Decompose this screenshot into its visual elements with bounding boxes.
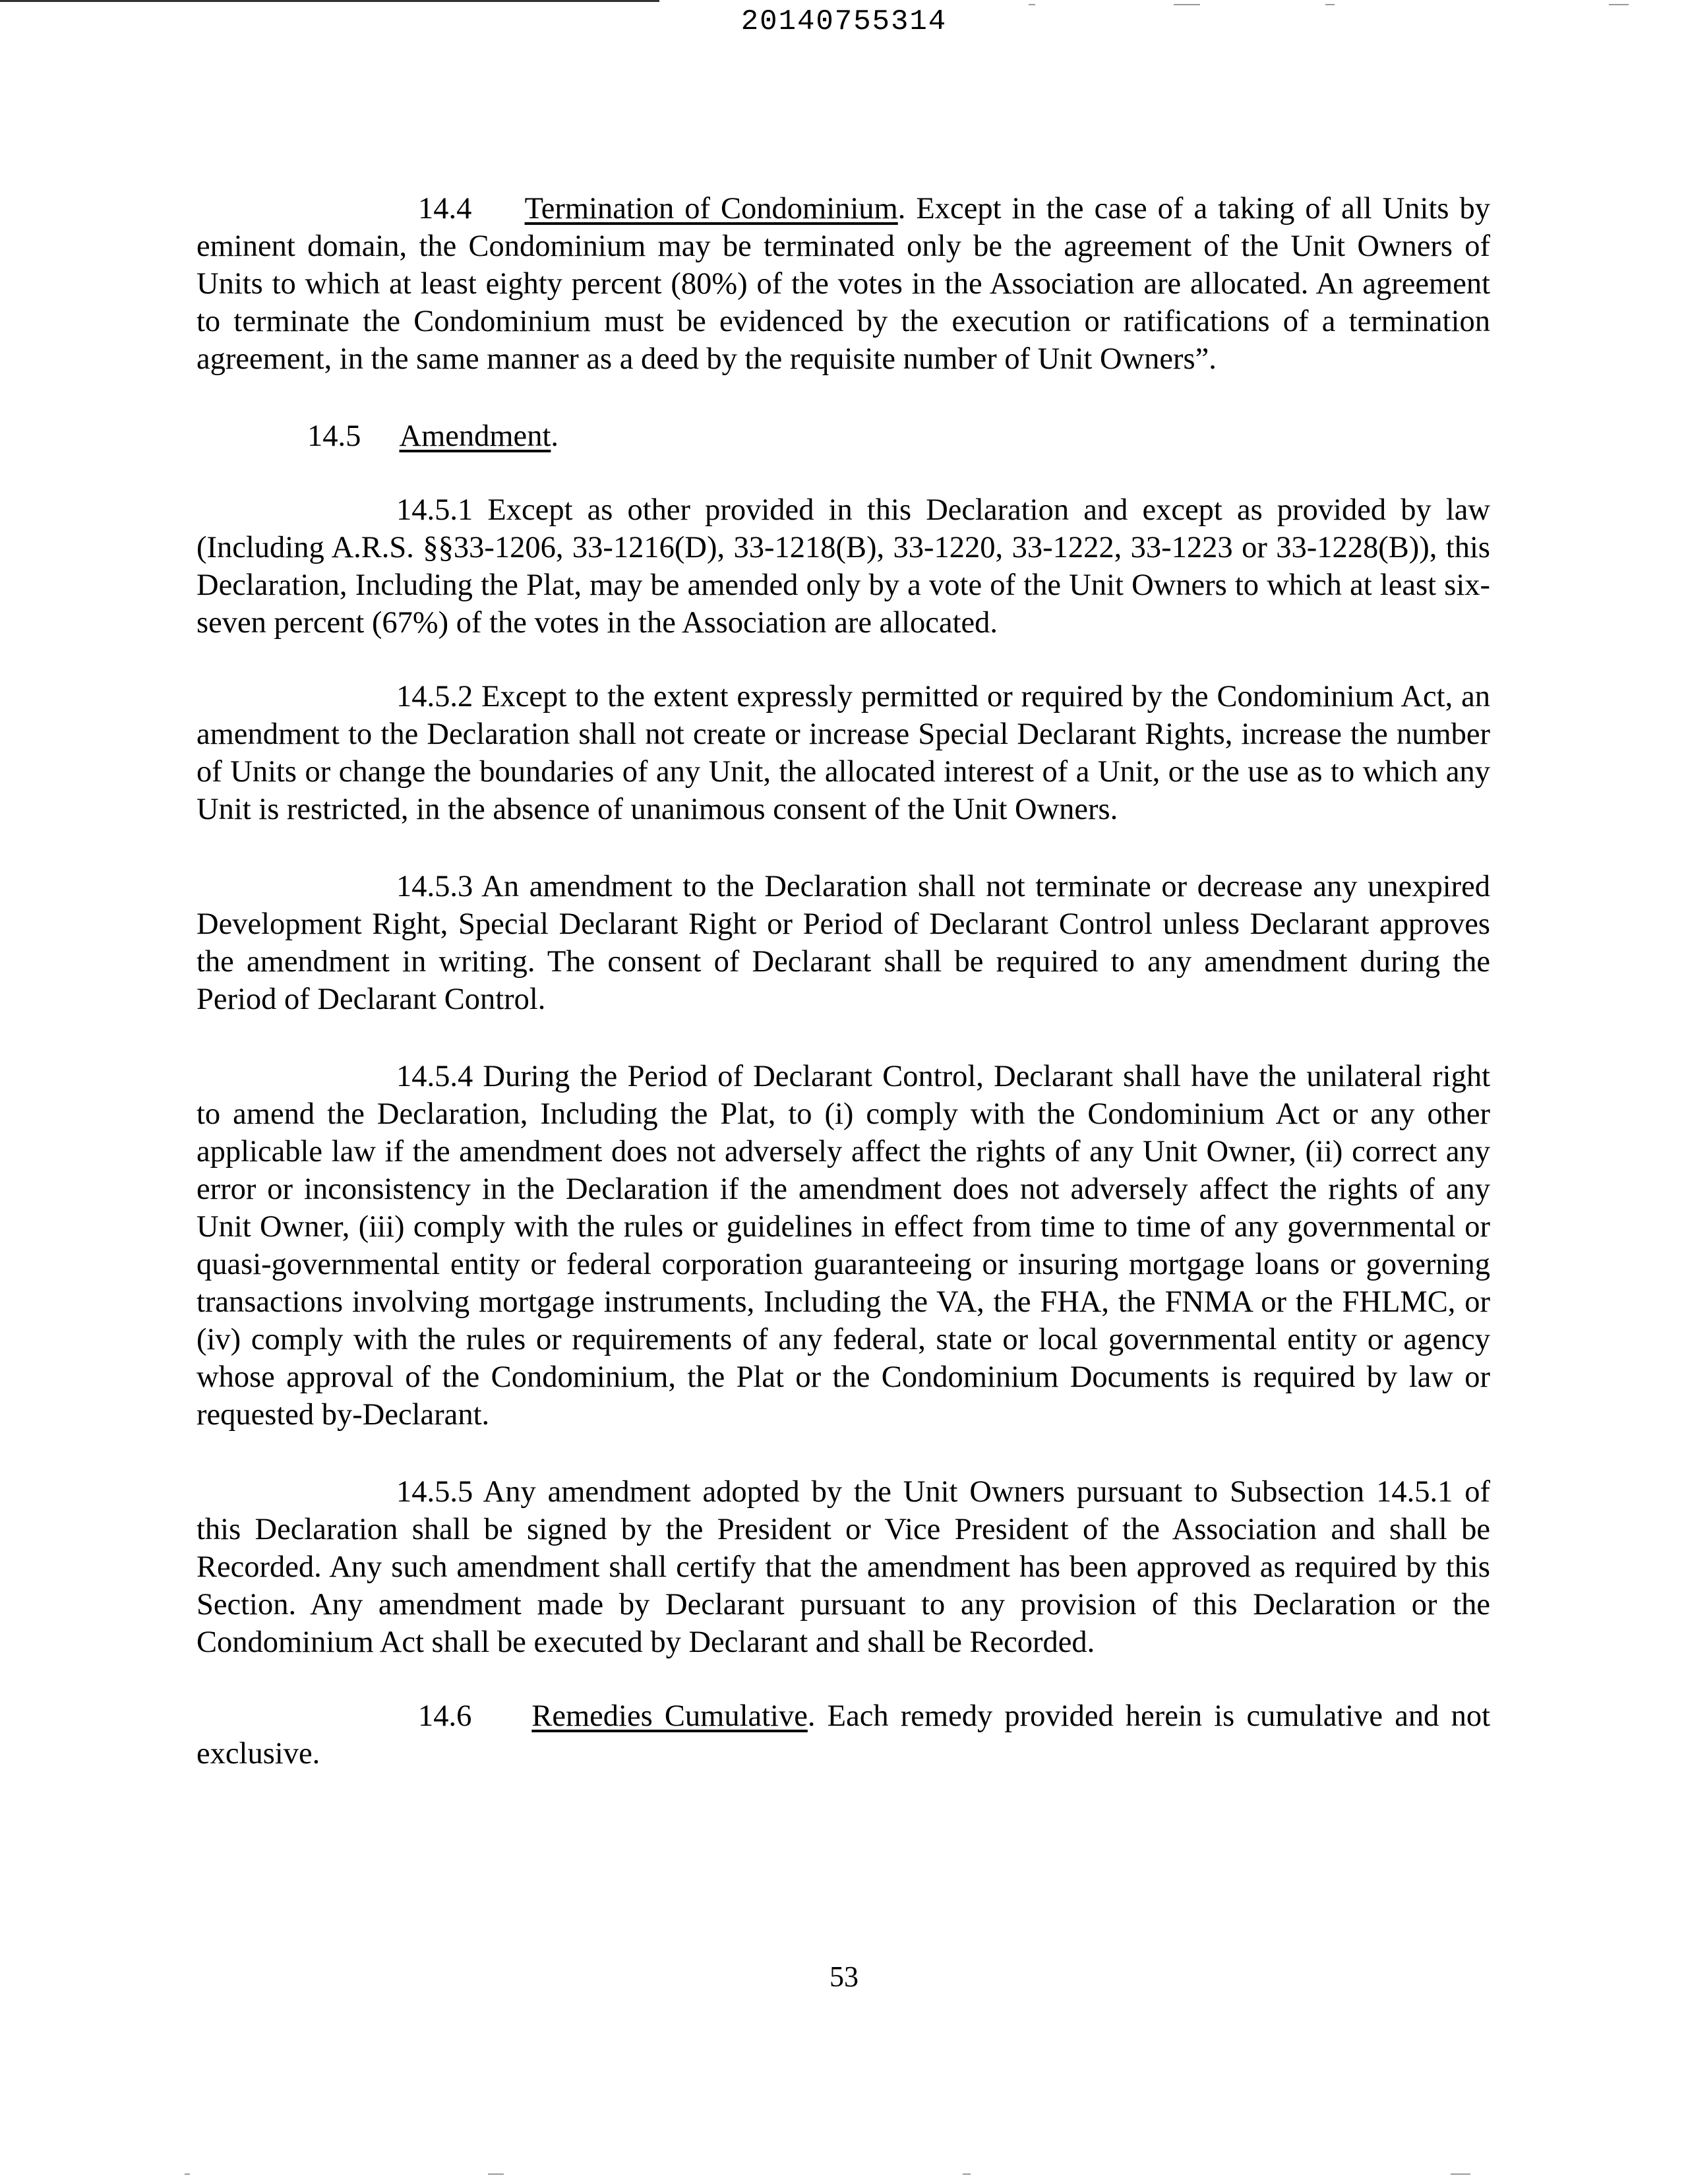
scan-speck — [1451, 2173, 1470, 2175]
scan-speck — [1174, 4, 1200, 5]
section-body: . Except in the case of a taking of all Units by eminent domain, the Condominium may be terminated only be the agreement of the Unit Owners of Units to which at least eighty percent (80%) of the votes in the Association are allocated. An agreement to terminate the Condominium must be evidenced by the execution or ratifications of a termination agreement, in the same manner as a deed by the requisite number of Unit Owners”. — [196, 192, 1491, 376]
paragraph-14-5 — [307, 417, 1490, 455]
paragraph-14-5-4: 14.5.4 During the Period of Declarant Control, Declarant shall have the unilateral right to amend the Declaration, Including the Plat, to (i) comply with the Condominium Act or any other applicable law if the amendment does not adversely affect the rights of any Unit Owner, (ii) correct any error or inconsistency in the Declaration if the amendment does not adversely affect the rights of any Unit Owner, (iii) comply with the rules or guidelines in effect from time to time of any governmental or quasi-governmental entity or federal corporation guaranteeing or insuring mortgage loans or governing transactions involving mortgage instruments, Including the VA, the FHA, the FNMA or the FHLMC, or (iv) comply with the rules or requirements of any federal, state or local governmental entity or agency whose approval of the Condominium, the Plat or the Condominium Documents is required by law or requested by-Declarant. — [196, 1060, 1490, 1432]
section-number: 14.4 — [418, 192, 472, 226]
scan-edge-rule — [0, 0, 659, 2]
section-title-period: . — [551, 419, 558, 453]
scan-speck — [1609, 4, 1629, 5]
scan-speck — [185, 2173, 190, 2175]
paragraph-14-5-5: 14.5.5 Any amendment adopted by the Unit Owners pursuant to Subsection 14.5.1 of this Declaration shall be signed by the President or Vice President of the Association and shall be Recorded. Any such amendment shall certify that the amendment has been approved as required by this Section. Any amendment made by Declarant pursuant to any provision of this Declaration or the Condominium Act shall be executed by Declarant and shall be Recorded. — [196, 1475, 1490, 1659]
scan-speck — [488, 2173, 504, 2175]
paragraph-14-5-1: 14.5.1 Except as other provided in this Declaration and except as provided by law (Including A.R.S. §§33-1206, 33-1216(D), 33-1218(B), 33-1220, 33-1222, 33-1223 or 33-1228(B)), this Declaration, Including the Plat, may be amended only by a vote of the Unit Owners to which at least six-seven percent (67%) of the votes in the Association are allocated. — [196, 493, 1490, 640]
section-number: 14.5 — [307, 419, 361, 453]
scan-speck — [963, 2173, 971, 2175]
section-title-termination: Termination of Condominium — [524, 192, 898, 226]
paragraph-14-5-2: 14.5.2 Except to the extent expressly permitted or required by the Condominium Act, an amendment to the Declaration shall not create or increase Special Declarant Rights, increase the number of Units or change the boundaries of any Unit, the allocated interest of a Unit, or the use as to which any Unit is restricted, in the absence of unanimous consent of the Unit Owners. — [196, 680, 1490, 826]
document-body — [196, 190, 1490, 1773]
scan-speck — [1029, 4, 1035, 5]
section-number: 14.6 — [418, 1699, 472, 1733]
paragraph-14-6 — [196, 1697, 1490, 1773]
section-title-remedies: Remedies Cumulative — [531, 1699, 808, 1733]
paragraph-14-5-3: 14.5.3 An amendment to the Declaration shall not terminate or decrease any unexpired Development Right, Special Declarant Right or Period of Declarant Control unless Declarant approves the amendment in writing. The consent of Declarant shall be required to any amendment during the Period of Declarant Control. — [196, 870, 1490, 1016]
section-title-amendment: Amendment — [399, 419, 551, 453]
section-body: . Each remedy provided herein is cumulative and not exclusive. — [196, 1699, 1490, 1771]
recording-number: 20140755314 — [740, 5, 948, 38]
scan-speck — [1325, 4, 1335, 5]
page-number: 53 — [829, 1960, 859, 1993]
paragraph-14-4 — [196, 190, 1490, 378]
